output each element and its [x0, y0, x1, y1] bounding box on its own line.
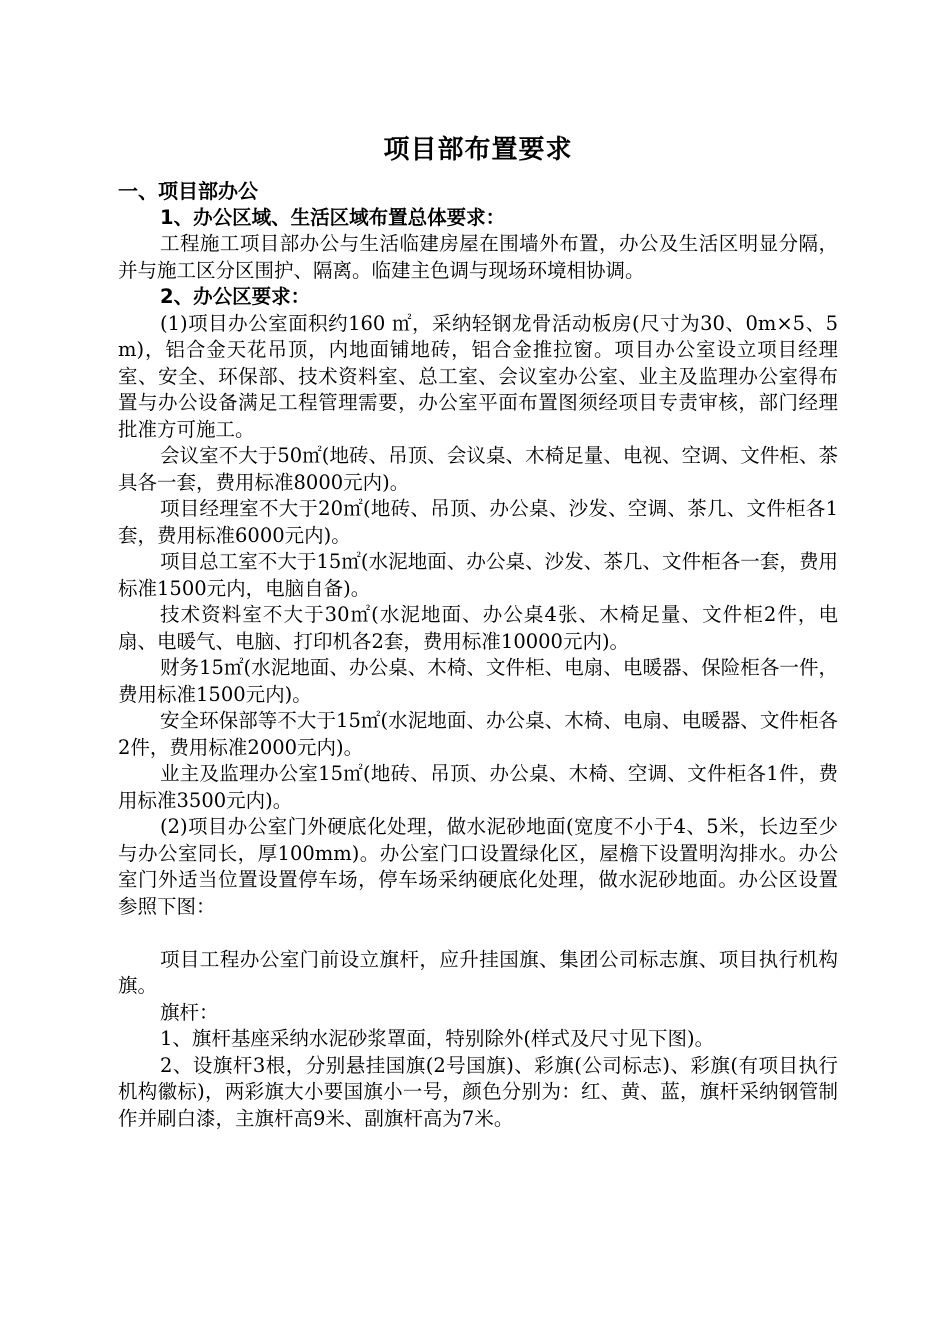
paragraph-flagpole-intro: 项目工程办公室门前设立旗杆，应升挂国旗、集团公司标志旗、项目执行机构旗。	[118, 947, 838, 997]
document-body	[118, 178, 838, 1132]
paragraph-flagpole-specs: 2、设旗杆3根，分别悬挂国旗(2号国旗)、彩旗(公司标志)、彩旗(有项目执行机构徽标)，两彩旗大小要国旗小一号，颜色分别为：红、黄、蓝，旗杆采纳钢管制作并刷白漆，主旗杆高9米、副旗杆高为7米。	[118, 1053, 838, 1130]
paragraph-flagpole-label: 旗杆：	[160, 1000, 219, 1024]
paragraph-owner-supervisor-office: 业主及监理办公室15㎡(地砖、吊顶、办公桌、木椅、空调、文件柜各1件，费用标准3500元内)。	[118, 762, 838, 812]
paragraph-finance-room: 财务15㎡(水泥地面、办公桌、木椅、文件柜、电扇、电暖器、保险柜各一件，费用标准1500元内)。	[118, 656, 838, 706]
page-title: 项目部布置要求	[383, 135, 573, 165]
blank-line	[118, 920, 838, 947]
subheading-overall-requirements: 1、办公区域、生活区域布置总体要求：	[160, 205, 506, 229]
paragraph-flagpole-base: 1、旗杆基座采纳水泥砂浆罩面，特别除外(样式及尺寸见下图)。	[160, 1027, 715, 1050]
paragraph-overall-requirements: 工程施工项目部办公与生活临建房屋在围墙外布置，办公及生活区明显分隔，并与施工区分区围护、隔离。临建主色调与现场环境相协调。	[118, 232, 838, 282]
paragraph-meeting-room: 会议室不大于50㎡(地砖、吊顶、会议桌、木椅足量、电视、空调、文件柜、茶具各一套，费用标准8000元内)。	[118, 444, 838, 494]
paragraph-manager-room: 项目经理室不大于20㎡(地砖、吊顶、办公桌、沙发、空调、茶几、文件柜各1套，费用标准6000元内)。	[118, 497, 838, 547]
paragraph-outdoor-hardening: (2)项目办公室门外硬底化处理，做水泥砂地面(宽度不小于4、5米，长边至少与办公室同长，厚100mm)。办公室门口设置绿化区，屋檐下设置明沟排水。办公室门外适当位置设置停车场，停车场采纳硬底化处理，做水泥砂地面。办公区设置参照下图：	[118, 815, 838, 918]
paragraph-chief-engineer-room: 项目总工室不大于15㎡(水泥地面、办公桌、沙发、茶几、文件柜各一套，费用标准1500元内，电脑自备)。	[118, 550, 838, 600]
paragraph-office-size: (1)项目办公室面积约160 ㎡，采纳轻钢龙骨活动板房(尺寸为30、0m×5、5m)，铝合金天花吊顶，内地面铺地砖，铝合金推拉窗。项目办公室设立项目经理室、安全、环保部、技术资料室、总工室、会议室办公室、业主及监理办公室得布置与办公设备满足工程管理需要，办公室平面布置图须经项目专责审核，部门经理批准方可施工。	[118, 311, 838, 441]
paragraph-safety-department: 安全环保部等不大于15㎡(水泥地面、办公桌、木椅、电扇、电暖器、文件柜各2件，费用标准2000元内)。	[118, 709, 838, 759]
section-heading-office: 一、项目部办公	[118, 179, 258, 203]
paragraph-technical-room: 技术资料室不大于30㎡(水泥地面、办公桌4张、木椅足量、文件柜2件，电扇、电暖气、电脑、打印机各2套，费用标准10000元内)。	[118, 603, 838, 653]
subheading-office-area: 2、办公区要求：	[160, 285, 311, 308]
